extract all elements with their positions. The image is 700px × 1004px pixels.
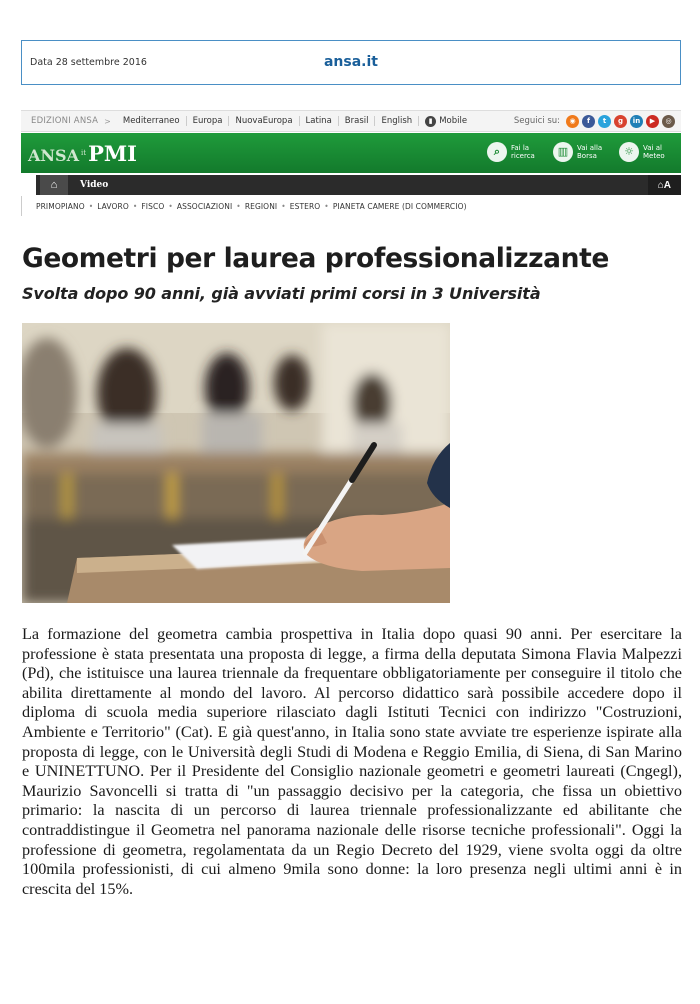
date-box bbox=[21, 40, 681, 85]
logo-pmi: PMI bbox=[88, 141, 137, 166]
section-link[interactable]: FISCO bbox=[141, 201, 165, 211]
edition-link[interactable]: Brasil bbox=[339, 116, 376, 126]
home-a-link[interactable]: ⌂ A bbox=[648, 175, 681, 195]
follow-label: Seguici su: bbox=[513, 116, 560, 126]
tool-label: Borsa bbox=[577, 152, 597, 160]
google-plus-icon[interactable]: g bbox=[614, 115, 627, 128]
edition-link[interactable]: Europa bbox=[187, 116, 230, 126]
section-links bbox=[21, 196, 681, 216]
search-icon: ⌕ bbox=[487, 142, 507, 162]
section-link[interactable]: PRIMOPIANO bbox=[36, 201, 85, 211]
logo-ansa: ANSA bbox=[28, 146, 80, 165]
weather-icon: ☼ bbox=[619, 142, 639, 162]
article-title: Geometri per laurea professionalizzante bbox=[22, 243, 609, 274]
article-subtitle: Svolta dopo 90 anni, già avviati primi corsi in 3 Università bbox=[22, 284, 541, 303]
site-name[interactable]: ansa.it bbox=[323, 54, 378, 70]
edition-link[interactable]: NuovaEuropa bbox=[229, 116, 299, 126]
separator-dot: • bbox=[88, 201, 94, 211]
tool-label: ricerca bbox=[511, 152, 535, 160]
article-photo bbox=[22, 323, 450, 603]
publication-date: Data 28 settembre 2016 bbox=[30, 57, 147, 68]
stock-market-button[interactable] bbox=[553, 142, 607, 162]
instagram-icon[interactable]: ◎ bbox=[662, 115, 675, 128]
classroom-exam-image bbox=[22, 323, 450, 603]
site-header bbox=[21, 133, 681, 173]
separator-dot: • bbox=[281, 201, 286, 211]
nav-right-label: A bbox=[663, 179, 671, 191]
logo-sup: it bbox=[81, 149, 87, 157]
twitter-icon[interactable]: t bbox=[598, 115, 611, 128]
separator-dot: • bbox=[132, 201, 138, 211]
tool-label: Fai la bbox=[511, 144, 530, 152]
separator-dot: • bbox=[168, 201, 173, 211]
mobile-link[interactable] bbox=[419, 116, 467, 127]
youtube-icon[interactable]: ▶ bbox=[646, 115, 659, 128]
edition-link[interactable]: Latina bbox=[300, 116, 339, 126]
tool-label: Meteo bbox=[643, 152, 665, 160]
ansa-pmi-logo[interactable] bbox=[28, 141, 137, 166]
section-link[interactable]: LAVORO bbox=[97, 201, 129, 211]
section-link[interactable]: REGIONI bbox=[244, 201, 278, 211]
tool-label: Vai alla bbox=[577, 144, 603, 152]
chevron-right-icon: > bbox=[104, 116, 111, 126]
weather-button[interactable] bbox=[619, 142, 673, 162]
edition-link[interactable]: English bbox=[375, 116, 419, 126]
home-icon[interactable]: ⌂ bbox=[40, 175, 68, 195]
separator-dot: • bbox=[324, 201, 329, 211]
mobile-label: Mobile bbox=[439, 116, 468, 126]
header-tools bbox=[487, 142, 673, 162]
section-link[interactable]: PIANETA CAMERE (DI COMMERCIO) bbox=[332, 201, 467, 211]
social-icons bbox=[566, 115, 681, 128]
tool-label: Vai al bbox=[643, 144, 662, 152]
separator-dot: • bbox=[236, 201, 241, 211]
article-body: La formazione del geometra cambia prospettiva in Italia dopo quasi 90 anni. Per esercitare la professione è stata presentata una proposta di legge, a firma della deputata Simona Flavia Malpezzi (Pd), che istituisce una laurea triennale da frequentare obbligatoriamente per conseguire il titolo che abilita direttamente al mondo del lavoro. Al percorso didattico sarà possibile accedere dopo il diploma di scuola media superiore rilasciato dagli Istituti Tecnici con indirizzo "Costruzioni, Ambiente e Territorio" (Cat). E già quest'anno, in Italia sono state avviate tre esperienze ispirate alla proposta di legge, con le Università degli Studi di Modena e Reggio Emilia, di Siena, di San Marino e UNINETTUNO. Per il Presidente del Consiglio nazionale geometri e geometri laureati (Cngegl), Maurizio Savoncelli si tratta di "un passaggio decisivo per la categoria, che fissa un obiettivo primario: la nascita di un percorso di laurea triennale professionalizzante ed abilitante che contraddistingue il Geometra nel panorama nazionale delle risorse tecniche professionali". Oggi la professione di geometra, regolamentata da un Regio Decreto del 1929, viene svolta oggi da oltre 100mila professionisti, di cui almeno 9mila sono donne: la loro presenza negli ultimi anni è in crescita del 15%. bbox=[22, 625, 682, 898]
section-link[interactable]: ESTERO bbox=[289, 201, 321, 211]
editions-bar bbox=[21, 110, 681, 132]
edition-link[interactable]: Mediterraneo bbox=[117, 116, 187, 126]
search-button[interactable] bbox=[487, 142, 541, 162]
rss-icon[interactable]: ◉ bbox=[566, 115, 579, 128]
nav-video[interactable]: Video bbox=[80, 180, 109, 190]
stock-chart-icon: ▥ bbox=[553, 142, 573, 162]
mobile-icon: ▮ bbox=[425, 116, 436, 127]
section-link[interactable]: ASSOCIAZIONI bbox=[176, 201, 233, 211]
main-nav bbox=[36, 175, 681, 195]
linkedin-icon[interactable]: in bbox=[630, 115, 643, 128]
facebook-icon[interactable]: f bbox=[582, 115, 595, 128]
editions-label: EDIZIONI ANSA bbox=[31, 116, 99, 126]
